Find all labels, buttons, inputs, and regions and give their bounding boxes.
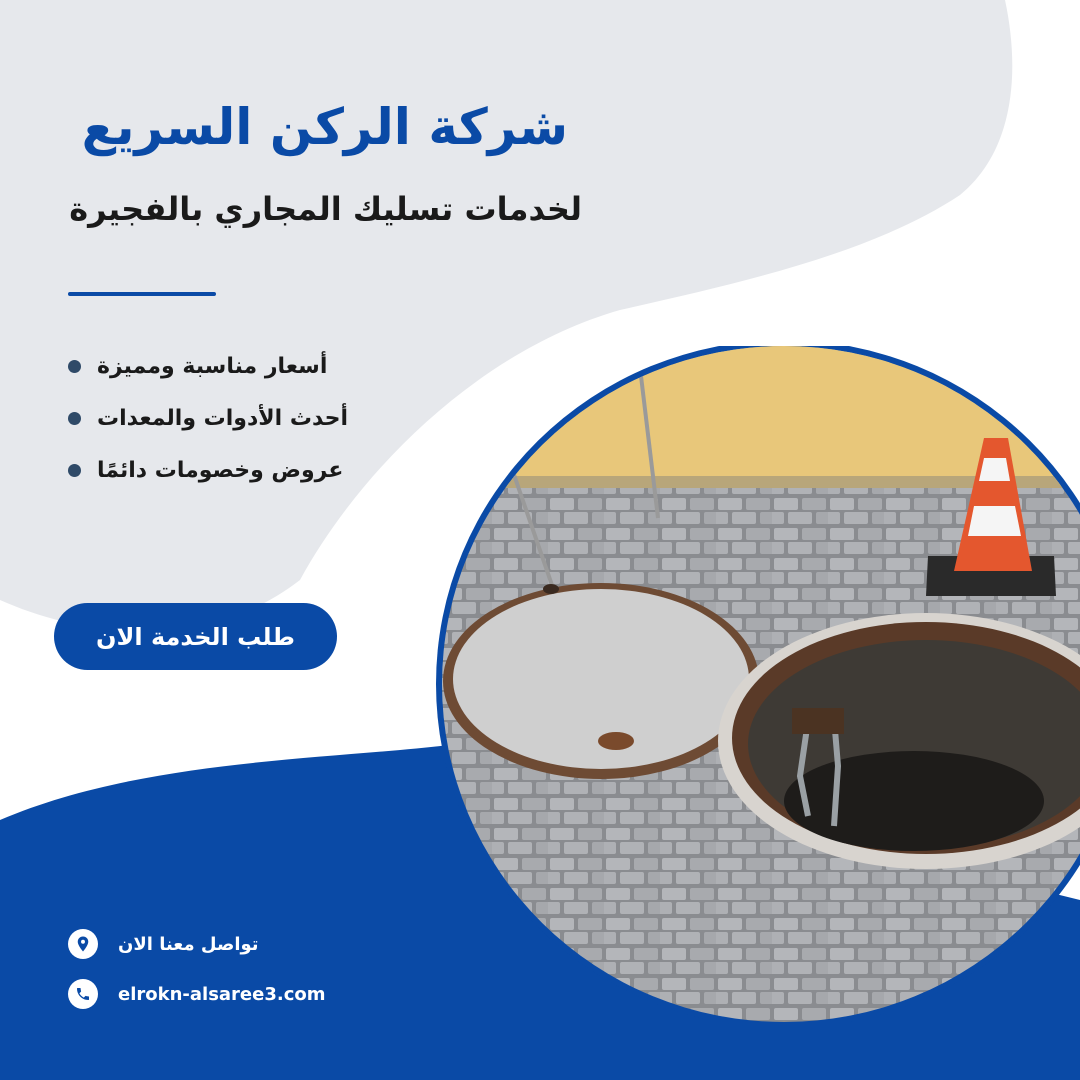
bullet-icon — [68, 360, 81, 373]
feature-label: أسعار مناسبة ومميزة — [97, 353, 328, 379]
list-item — [68, 392, 348, 444]
bullet-icon — [68, 464, 81, 477]
feature-label: عروض وخصومات دائمًا — [97, 457, 344, 483]
manhole-photo — [436, 346, 1080, 1026]
title-divider — [68, 292, 216, 296]
feature-list — [68, 340, 348, 496]
location-pin-icon — [68, 929, 98, 959]
phone-icon — [68, 979, 98, 1009]
list-item — [68, 340, 348, 392]
contact-phone-text: elrokn-alsaree3.com — [118, 983, 326, 1005]
request-service-button[interactable]: طلب الخدمة الان — [54, 603, 337, 670]
contact-phone-row[interactable] — [68, 978, 326, 1010]
feature-label: أحدث الأدوات والمعدات — [97, 405, 349, 431]
contact-location-text: تواصل معنا الان — [118, 933, 259, 955]
page-title: شركة الركن السريع — [81, 98, 568, 156]
contact-location-row[interactable] — [68, 928, 259, 960]
page-subtitle: لخدمات تسليك المجاري بالفجيرة — [69, 190, 582, 228]
bullet-icon — [68, 412, 81, 425]
list-item — [68, 444, 348, 496]
blue-wave — [0, 745, 450, 1080]
